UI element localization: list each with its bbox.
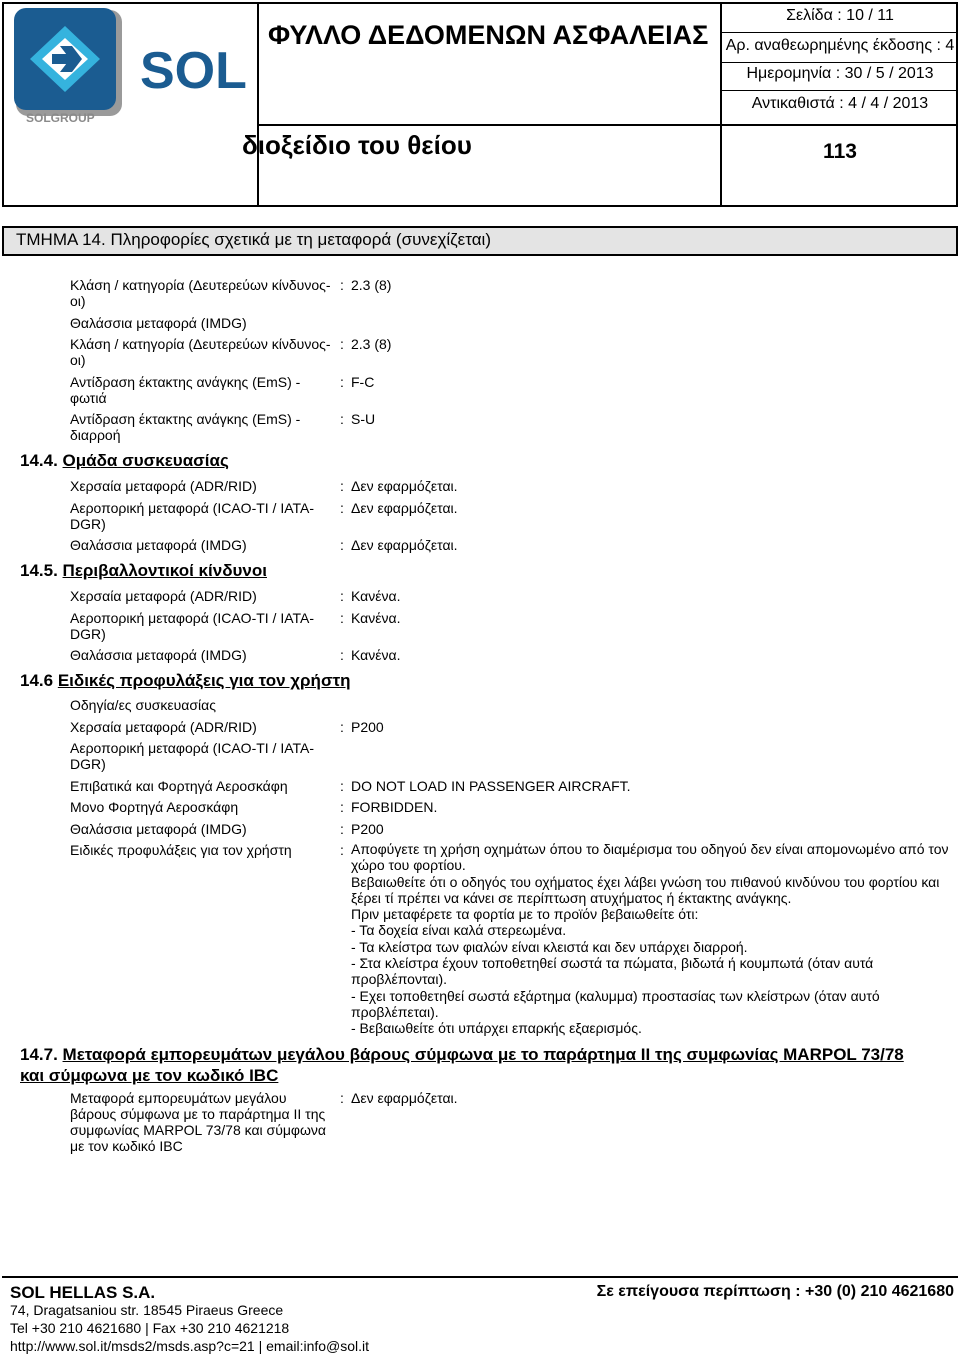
row-value: P200 (351, 719, 384, 735)
footer-divider (2, 1276, 958, 1278)
section-banner: ΤΜΗΜΑ 14. Πληροφορίες σχετικά με τη μεταφορά (συνεχίζεται) (2, 226, 958, 256)
company-name: SOL HELLAS S.A. (10, 1283, 156, 1302)
row-value: DO NOT LOAD IN PASSENGER AIRCRAFT. (351, 778, 631, 794)
row-label: Θαλάσσια μεταφορά (IMDG) (70, 647, 247, 663)
svg-text:SOL: SOL (140, 42, 247, 100)
emergency-phone: Σε επείγουσα περίπτωση : +30 (0) 210 4621680 (596, 1283, 954, 1300)
row-value: Δεν εφαρμόζεται. (351, 537, 458, 553)
section-14-4-heading: 14.4. Ομάδα συσκευασίας (20, 451, 229, 470)
sol-diamond-logo-icon (12, 8, 248, 124)
replaces-date: Αντικαθιστά : 4 / 4 / 2013 (751, 95, 929, 112)
page-number: Σελίδα : 10 / 11 (786, 7, 894, 24)
row-label: Θαλάσσια μεταφορά (IMDG) (70, 315, 247, 331)
company-address: 74, Dragatsaniou str. 18545 Piraeus Greece (10, 1302, 284, 1318)
section-14-7-heading: 14.7. Μεταφορά εμπορευμάτων μεγάλου βάρους σύμφωνα με το παράρτημα II της συμφωνίας MARPOL 73/78 (20, 1045, 904, 1064)
row-label: Κλάση / κατηγορία (Δευτερεύων κίνδυνος-οι) (70, 277, 331, 309)
row-label: Μεταφορά εμπορευμάτων μεγάλου βάρους σύμφωνα με το παράρτημα II της συμφωνίας MARPOL 73/78 και σύμφωνα με τον κωδικό IBC (70, 1090, 327, 1154)
substance-name: διοξείδιο του θείου (242, 130, 472, 160)
row-label: Θαλάσσια μεταφορά (IMDG) (70, 821, 247, 837)
row-value: Δεν εφαρμόζεται. (351, 500, 458, 516)
revision-date: Ημερομηνία : 30 / 5 / 2013 (746, 65, 934, 82)
revision-number: Αρ. αναθεωρημένης έκδοσης : 4 (725, 37, 955, 54)
header-divider-left (257, 2, 259, 207)
row-value: P200 (351, 821, 384, 837)
row-value: Δεν εφαρμόζεται. (351, 478, 458, 494)
header-divider-mid (257, 124, 958, 126)
row-value: FORBIDDEN. (351, 799, 438, 815)
section-14-7-heading-line2: και σύμφωνα με τον κωδικό IBC (20, 1066, 279, 1085)
row-label: Αεροπορική μεταφορά (ICAO-TI / IATA-DGR) (70, 500, 315, 532)
row-label: Χερσαία μεταφορά (ADR/RID) (70, 588, 257, 604)
row-label: Χερσαία μεταφορά (ADR/RID) (70, 478, 257, 494)
row-value: F-C (351, 374, 375, 390)
row-label: Θαλάσσια μεταφορά (IMDG) (70, 537, 247, 553)
precautions-text: Αποφύγετε τη χρήση οχημάτων όπου το διαμέρισμα του οδηγού δεν είναι απομονωμένο από τον χώρο του φορτίου. Βεβαιωθείτε ότι ο οδηγός του οχήματος έχει λάβει γνώση του πιθανού κινδύνου του φορτίου και ξέρει τί πρέπει να κάνει σε περίπτωση ατυχήματος ή έκτακτης ανάγκης. Πριν μεταφέρετε τα φορτία με το προϊόν βεβαιωθείτε ότι: - Τα δοχεία είναι καλά στερεωμένα. - Τα κλείστρα των φιαλών είναι κλειστά και δεν υπάρχει διαρροή. - Στα κλείστρα έχουν τοποθετηθεί σωστά τα πώματα, βιδωτά ή κουμπωτά (όταν αυτά προβλέπονται). - Εχει τοποθετηθεί σωστά εξάρτημα (καλυμμα) προστασίας των κλείστρων (όταν αυτό προβλέπεται). - Βεβαιωθείτε ότι υπάρχει επαρκής εξαερισμός. (351, 841, 949, 1037)
row-label: Αεροπορική μεταφορά (ICAO-TI / IATA-DGR) (70, 740, 315, 772)
svg-text:SOLGROUP: SOLGROUP (26, 111, 95, 124)
section-14-5-heading: 14.5. Περιβαλλοντικοί κίνδυνοι (20, 561, 267, 580)
row-label: Μονο Φορτηγά Αεροσκάφη (70, 799, 239, 815)
row-value: Κανένα. (351, 588, 401, 604)
row-label: Αεροπορική μεταφορά (ICAO-TI / IATA-DGR) (70, 610, 315, 642)
packaging-instructions-label: Οδηγία/ες συσκευασίας (70, 697, 216, 713)
company-phone: Tel +30 210 4621680 | Fax +30 210 4621218 (10, 1320, 290, 1336)
document-number: 113 (823, 140, 857, 163)
row-value: 2.3 (8) (351, 336, 392, 352)
document-title: ΦΥΛΛΟ ΔΕΔΟΜΕΝΩΝ ΑΣΦΑΛΕΙΑΣ (268, 20, 709, 50)
row-label: Κλάση / κατηγορία (Δευτερεύων κίνδυνος-οι) (70, 336, 331, 368)
company-logo (12, 8, 248, 124)
row-value: Κανένα. (351, 647, 401, 663)
row-label: Αντίδραση έκτακτης ανάγκης (EmS) - φωτιά (70, 374, 301, 406)
row-label: Επιβατικά και Φορτηγά Αεροσκάφη (70, 778, 288, 794)
row-label: Αντίδραση έκτακτης ανάγκης (EmS) - διαρροή (70, 411, 301, 443)
row-value: S-U (351, 411, 376, 427)
row-value: Κανένα. (351, 610, 401, 626)
company-web[interactable]: http://www.sol.it/msds2/msds.asp?c=21 | email:info@sol.it (10, 1338, 370, 1354)
section-14-6-heading: 14.6 Ειδικές προφυλάξεις για τον χρήστη (20, 671, 351, 690)
row-value: Δεν εφαρμόζεται. (351, 1090, 458, 1106)
row-label: Χερσαία μεταφορά (ADR/RID) (70, 719, 257, 735)
precautions-label: Ειδικές προφυλάξεις για τον χρήστη (70, 842, 292, 858)
row-value: 2.3 (8) (351, 277, 392, 293)
